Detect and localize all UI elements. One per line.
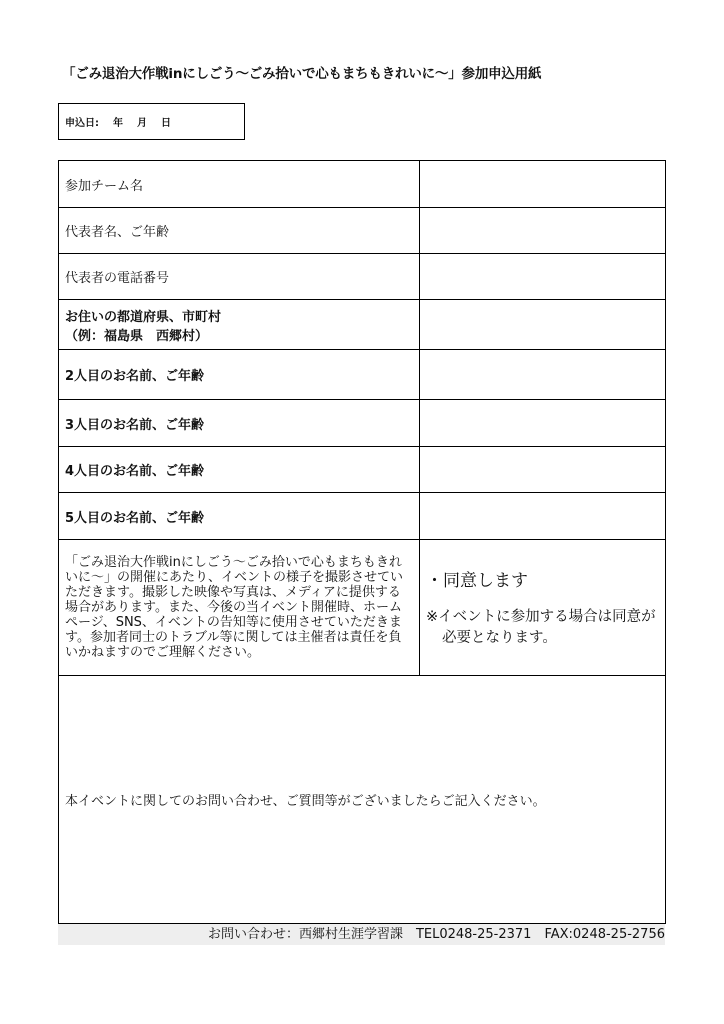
consent-text: 「ごみ退治大作戦inにしごう～ごみ拾いで心もまちもきれいに～」の開催にあたり、イベントの様子を撮影させていただきます。撮影した映像や写真は、メディアに提供する場合があります。また、今後の当イベント開催時、ホームページ、SNS、イベントの告知等に使用させていただきます。参加者同士のトラブル等に関しては主催者は責任を負いかねますのでご理解ください。 bbox=[59, 540, 420, 676]
table-row bbox=[59, 540, 666, 676]
table-row bbox=[59, 350, 666, 400]
form-title: 「ごみ退治大作戦inにしごう～ごみ拾いで心もまちもきれいに～」参加申込用紙 bbox=[62, 66, 542, 82]
residence-label: お住いの都道府県、市町村 bbox=[65, 309, 222, 325]
table-row bbox=[59, 208, 666, 254]
residence-field[interactable] bbox=[420, 300, 666, 350]
team-name-field[interactable] bbox=[420, 161, 666, 208]
contact-footer: お問い合わせ：西郷村生涯学習課 TEL0248-25-2371 FAX:0248-25-2756 bbox=[58, 924, 665, 945]
table-row bbox=[59, 400, 666, 447]
table-row bbox=[59, 447, 666, 493]
representative-phone-field[interactable] bbox=[420, 254, 666, 300]
date-month-label: 月 bbox=[137, 118, 147, 129]
team-name-label: 参加チーム名 bbox=[59, 161, 420, 208]
member2-label: 2人目のお名前、ご年齢 bbox=[59, 350, 420, 400]
date-day-label: 日 bbox=[161, 118, 171, 129]
inquiry-field[interactable]: 本イベントに関してのお問い合わせ、ご質問等がございましたらご記入ください。 bbox=[59, 676, 666, 924]
date-year-label: 年 bbox=[113, 118, 123, 129]
table-row bbox=[59, 300, 666, 350]
representative-name-age-field[interactable] bbox=[420, 208, 666, 254]
member5-field[interactable] bbox=[420, 493, 666, 540]
member3-field[interactable] bbox=[420, 400, 666, 447]
table-row bbox=[59, 676, 666, 924]
representative-name-age-label: 代表者名、ご年齢 bbox=[59, 208, 420, 254]
table-row bbox=[59, 161, 666, 208]
date-label: 申込日: bbox=[65, 118, 99, 129]
table-row bbox=[59, 493, 666, 540]
agree-label: ・同意します bbox=[426, 571, 528, 591]
member4-label: 4人目のお名前、ご年齢 bbox=[59, 447, 420, 493]
agree-cell[interactable] bbox=[420, 540, 666, 676]
application-form-table bbox=[58, 160, 666, 924]
member4-field[interactable] bbox=[420, 447, 666, 493]
representative-phone-label: 代表者の電話番号 bbox=[59, 254, 420, 300]
application-date-box[interactable] bbox=[58, 103, 245, 140]
member3-label: 3人目のお名前、ご年齢 bbox=[59, 400, 420, 447]
residence-example-label: （例：福島県 西郷村） bbox=[65, 328, 209, 344]
agree-note: ※イベントに参加する場合は同意が必要となります。 bbox=[426, 609, 656, 646]
table-row bbox=[59, 254, 666, 300]
member2-field[interactable] bbox=[420, 350, 666, 400]
residence-label-cell bbox=[59, 300, 420, 350]
member5-label: 5人目のお名前、ご年齢 bbox=[59, 493, 420, 540]
